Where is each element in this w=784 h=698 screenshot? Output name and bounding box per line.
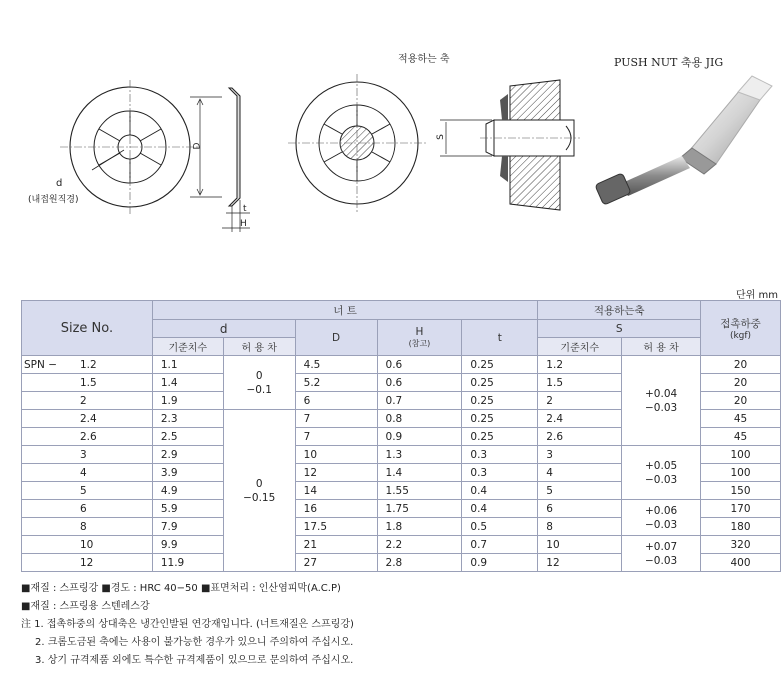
S-base: 1.5 bbox=[538, 374, 622, 392]
header-d-tol: 허 용 차 bbox=[223, 338, 295, 356]
force-value: 45 bbox=[701, 410, 781, 428]
D-value: 27 bbox=[295, 554, 377, 572]
S-base: 10 bbox=[538, 536, 622, 554]
t-value: 0.5 bbox=[462, 518, 538, 536]
force-value: 20 bbox=[701, 374, 781, 392]
size-cell bbox=[22, 446, 153, 464]
H-value: 0.8 bbox=[377, 410, 462, 428]
footnote-3: 3. 상기 규격제품 외에도 특수한 규격제품이 있으므로 문의하여 주십시오. bbox=[35, 655, 354, 666]
s-tol-upper: +0.06 bbox=[645, 504, 678, 517]
t-value: 0.4 bbox=[462, 482, 538, 500]
S-tolerance bbox=[622, 356, 701, 446]
header-force-unit: (kgf) bbox=[729, 330, 752, 341]
header-nut: 너 트 bbox=[152, 301, 537, 320]
applied-shaft-label: 적용하는 축 bbox=[398, 54, 450, 65]
H-value: 0.7 bbox=[377, 392, 462, 410]
S-base: 2 bbox=[538, 392, 622, 410]
unit-label: 단위 mm bbox=[736, 290, 778, 301]
force-value: 45 bbox=[701, 428, 781, 446]
d-tol-upper: 0 bbox=[255, 369, 263, 382]
D-value: 14 bbox=[295, 482, 377, 500]
S-base: 8 bbox=[538, 518, 622, 536]
t-value: 0.25 bbox=[462, 410, 538, 428]
section-view bbox=[440, 80, 580, 210]
header-H-label: H bbox=[415, 326, 424, 338]
D-value: 5.2 bbox=[295, 374, 377, 392]
t-value: 0.25 bbox=[462, 392, 538, 410]
header-S-base: 기준치수 bbox=[538, 338, 622, 356]
push-nut-front-view bbox=[60, 80, 203, 214]
d-base: 1.4 bbox=[152, 374, 223, 392]
header-d-base: 기준치수 bbox=[152, 338, 223, 356]
H-value: 0.6 bbox=[377, 374, 462, 392]
D-value: 7 bbox=[295, 410, 377, 428]
header-t: t bbox=[462, 320, 538, 356]
t-value: 0.3 bbox=[462, 464, 538, 482]
material-note-2: ■재질 : 스프링용 스텐레스강 bbox=[21, 601, 150, 612]
s-tol-lower: −0.03 bbox=[645, 401, 678, 414]
size-cell bbox=[22, 518, 153, 536]
H-value: 2.8 bbox=[377, 554, 462, 572]
H-value: 0.6 bbox=[377, 356, 462, 374]
size-cell bbox=[22, 554, 153, 572]
dim-d-label: d bbox=[56, 178, 63, 189]
d-tol-lower: −0.15 bbox=[243, 491, 276, 504]
footnote-2: 2. 크롬도금된 축에는 사용이 불가능한 경우가 있으니 주의하여 주십시오. bbox=[35, 637, 354, 648]
H-value: 1.8 bbox=[377, 518, 462, 536]
dim-H-label: H bbox=[240, 219, 247, 229]
d-base: 9.9 bbox=[152, 536, 223, 554]
H-value: 1.75 bbox=[377, 500, 462, 518]
size-cell bbox=[22, 464, 153, 482]
d-base: 11.9 bbox=[152, 554, 223, 572]
size-value: 8 bbox=[80, 520, 87, 533]
size-cell bbox=[22, 482, 153, 500]
t-value: 0.4 bbox=[462, 500, 538, 518]
header-d: d bbox=[152, 320, 295, 338]
H-value: 0.9 bbox=[377, 428, 462, 446]
table-row bbox=[22, 500, 781, 518]
d-tolerance bbox=[223, 410, 295, 572]
D-value: 17.5 bbox=[295, 518, 377, 536]
size-value: 12 bbox=[80, 556, 94, 569]
header-H bbox=[377, 320, 462, 356]
s-tol-upper: +0.05 bbox=[645, 459, 678, 472]
footnote-1: 注 1. 접촉하중의 상대축은 냉간인발된 연강재입니다. (너트재질은 스프링강) bbox=[21, 619, 354, 630]
D-value: 12 bbox=[295, 464, 377, 482]
header-force bbox=[701, 301, 781, 356]
s-tol-upper: +0.07 bbox=[645, 540, 678, 553]
t-value: 0.9 bbox=[462, 554, 538, 572]
D-value: 7 bbox=[295, 428, 377, 446]
d-base: 2.5 bbox=[152, 428, 223, 446]
d-base: 3.9 bbox=[152, 464, 223, 482]
size-cell bbox=[22, 500, 153, 518]
size-value: 2.4 bbox=[80, 412, 97, 425]
table-row bbox=[22, 536, 781, 554]
header-S-tol: 허 용 차 bbox=[622, 338, 701, 356]
header-S: S bbox=[538, 320, 701, 338]
d-base: 5.9 bbox=[152, 500, 223, 518]
S-base: 12 bbox=[538, 554, 622, 572]
size-value: 1.5 bbox=[80, 376, 97, 389]
dim-S-label: S bbox=[435, 134, 446, 140]
header-H-note: (참고) bbox=[408, 339, 431, 348]
size-cell bbox=[22, 374, 153, 392]
size-value: 10 bbox=[80, 538, 94, 551]
size-value: 4 bbox=[80, 466, 87, 479]
header-shaft: 적용하는축 bbox=[538, 301, 701, 320]
force-value: 20 bbox=[701, 392, 781, 410]
technical-drawing bbox=[0, 0, 784, 290]
force-value: 400 bbox=[701, 554, 781, 572]
d-tol-upper: 0 bbox=[255, 477, 263, 490]
header-force-label: 접촉하중 bbox=[720, 317, 761, 330]
table-row bbox=[22, 356, 781, 374]
t-value: 0.25 bbox=[462, 374, 538, 392]
D-value: 4.5 bbox=[295, 356, 377, 374]
D-value: 10 bbox=[295, 446, 377, 464]
H-value: 1.55 bbox=[377, 482, 462, 500]
S-base: 2.4 bbox=[538, 410, 622, 428]
size-cell bbox=[22, 392, 153, 410]
size-cell bbox=[22, 356, 153, 374]
d-base: 7.9 bbox=[152, 518, 223, 536]
S-base: 5 bbox=[538, 482, 622, 500]
force-value: 20 bbox=[701, 356, 781, 374]
notes-section bbox=[21, 580, 354, 670]
header-size: Size No. bbox=[22, 301, 153, 356]
size-cell bbox=[22, 536, 153, 554]
H-value: 2.2 bbox=[377, 536, 462, 554]
d-tol-lower: −0.1 bbox=[246, 383, 272, 396]
s-tol-lower: −0.03 bbox=[645, 554, 678, 567]
jig-title: PUSH NUT 축용 JIG bbox=[614, 56, 724, 69]
spec-table bbox=[21, 300, 781, 572]
dim-D-label: D bbox=[192, 142, 203, 150]
S-base: 3 bbox=[538, 446, 622, 464]
S-base: 2.6 bbox=[538, 428, 622, 446]
s-tol-lower: −0.03 bbox=[645, 518, 678, 531]
force-value: 150 bbox=[701, 482, 781, 500]
dim-d-note: (내접원직경) bbox=[28, 195, 79, 205]
H-value: 1.3 bbox=[377, 446, 462, 464]
S-tolerance bbox=[622, 446, 701, 500]
t-value: 0.25 bbox=[462, 428, 538, 446]
dim-t-label: t bbox=[243, 204, 247, 214]
jig-tool-illustration bbox=[595, 76, 772, 205]
d-base: 2.3 bbox=[152, 410, 223, 428]
S-tolerance bbox=[622, 500, 701, 536]
t-value: 0.3 bbox=[462, 446, 538, 464]
force-value: 100 bbox=[701, 446, 781, 464]
header-D: D bbox=[295, 320, 377, 356]
D-value: 21 bbox=[295, 536, 377, 554]
d-tolerance bbox=[223, 356, 295, 410]
size-cell bbox=[22, 410, 153, 428]
t-value: 0.25 bbox=[462, 356, 538, 374]
S-base: 4 bbox=[538, 464, 622, 482]
d-base: 1.1 bbox=[152, 356, 223, 374]
S-tolerance bbox=[622, 536, 701, 572]
size-prefix: SPN − bbox=[24, 358, 57, 371]
d-base: 4.9 bbox=[152, 482, 223, 500]
d-base: 2.9 bbox=[152, 446, 223, 464]
size-value: 5 bbox=[80, 484, 87, 497]
force-value: 320 bbox=[701, 536, 781, 554]
size-value: 3 bbox=[80, 448, 87, 461]
H-value: 1.4 bbox=[377, 464, 462, 482]
table-row bbox=[22, 446, 781, 464]
t-value: 0.7 bbox=[462, 536, 538, 554]
d-base: 1.9 bbox=[152, 392, 223, 410]
push-nut-side-view bbox=[190, 88, 250, 232]
s-tol-upper: +0.04 bbox=[645, 387, 678, 400]
size-cell bbox=[22, 428, 153, 446]
D-value: 6 bbox=[295, 392, 377, 410]
material-note-1: ■재질 : 스프링강 ■경도 : HRC 40−50 ■표면처리 : 인산염피막(A.C.P) bbox=[21, 583, 341, 594]
force-value: 100 bbox=[701, 464, 781, 482]
size-value: 2 bbox=[80, 394, 87, 407]
S-base: 1.2 bbox=[538, 356, 622, 374]
size-value: 6 bbox=[80, 502, 87, 515]
applied-shaft-view bbox=[288, 74, 426, 212]
S-base: 6 bbox=[538, 500, 622, 518]
force-value: 170 bbox=[701, 500, 781, 518]
force-value: 180 bbox=[701, 518, 781, 536]
size-value: 2.6 bbox=[80, 430, 97, 443]
s-tol-lower: −0.03 bbox=[645, 473, 678, 486]
size-value: 1.2 bbox=[80, 358, 97, 371]
D-value: 16 bbox=[295, 500, 377, 518]
